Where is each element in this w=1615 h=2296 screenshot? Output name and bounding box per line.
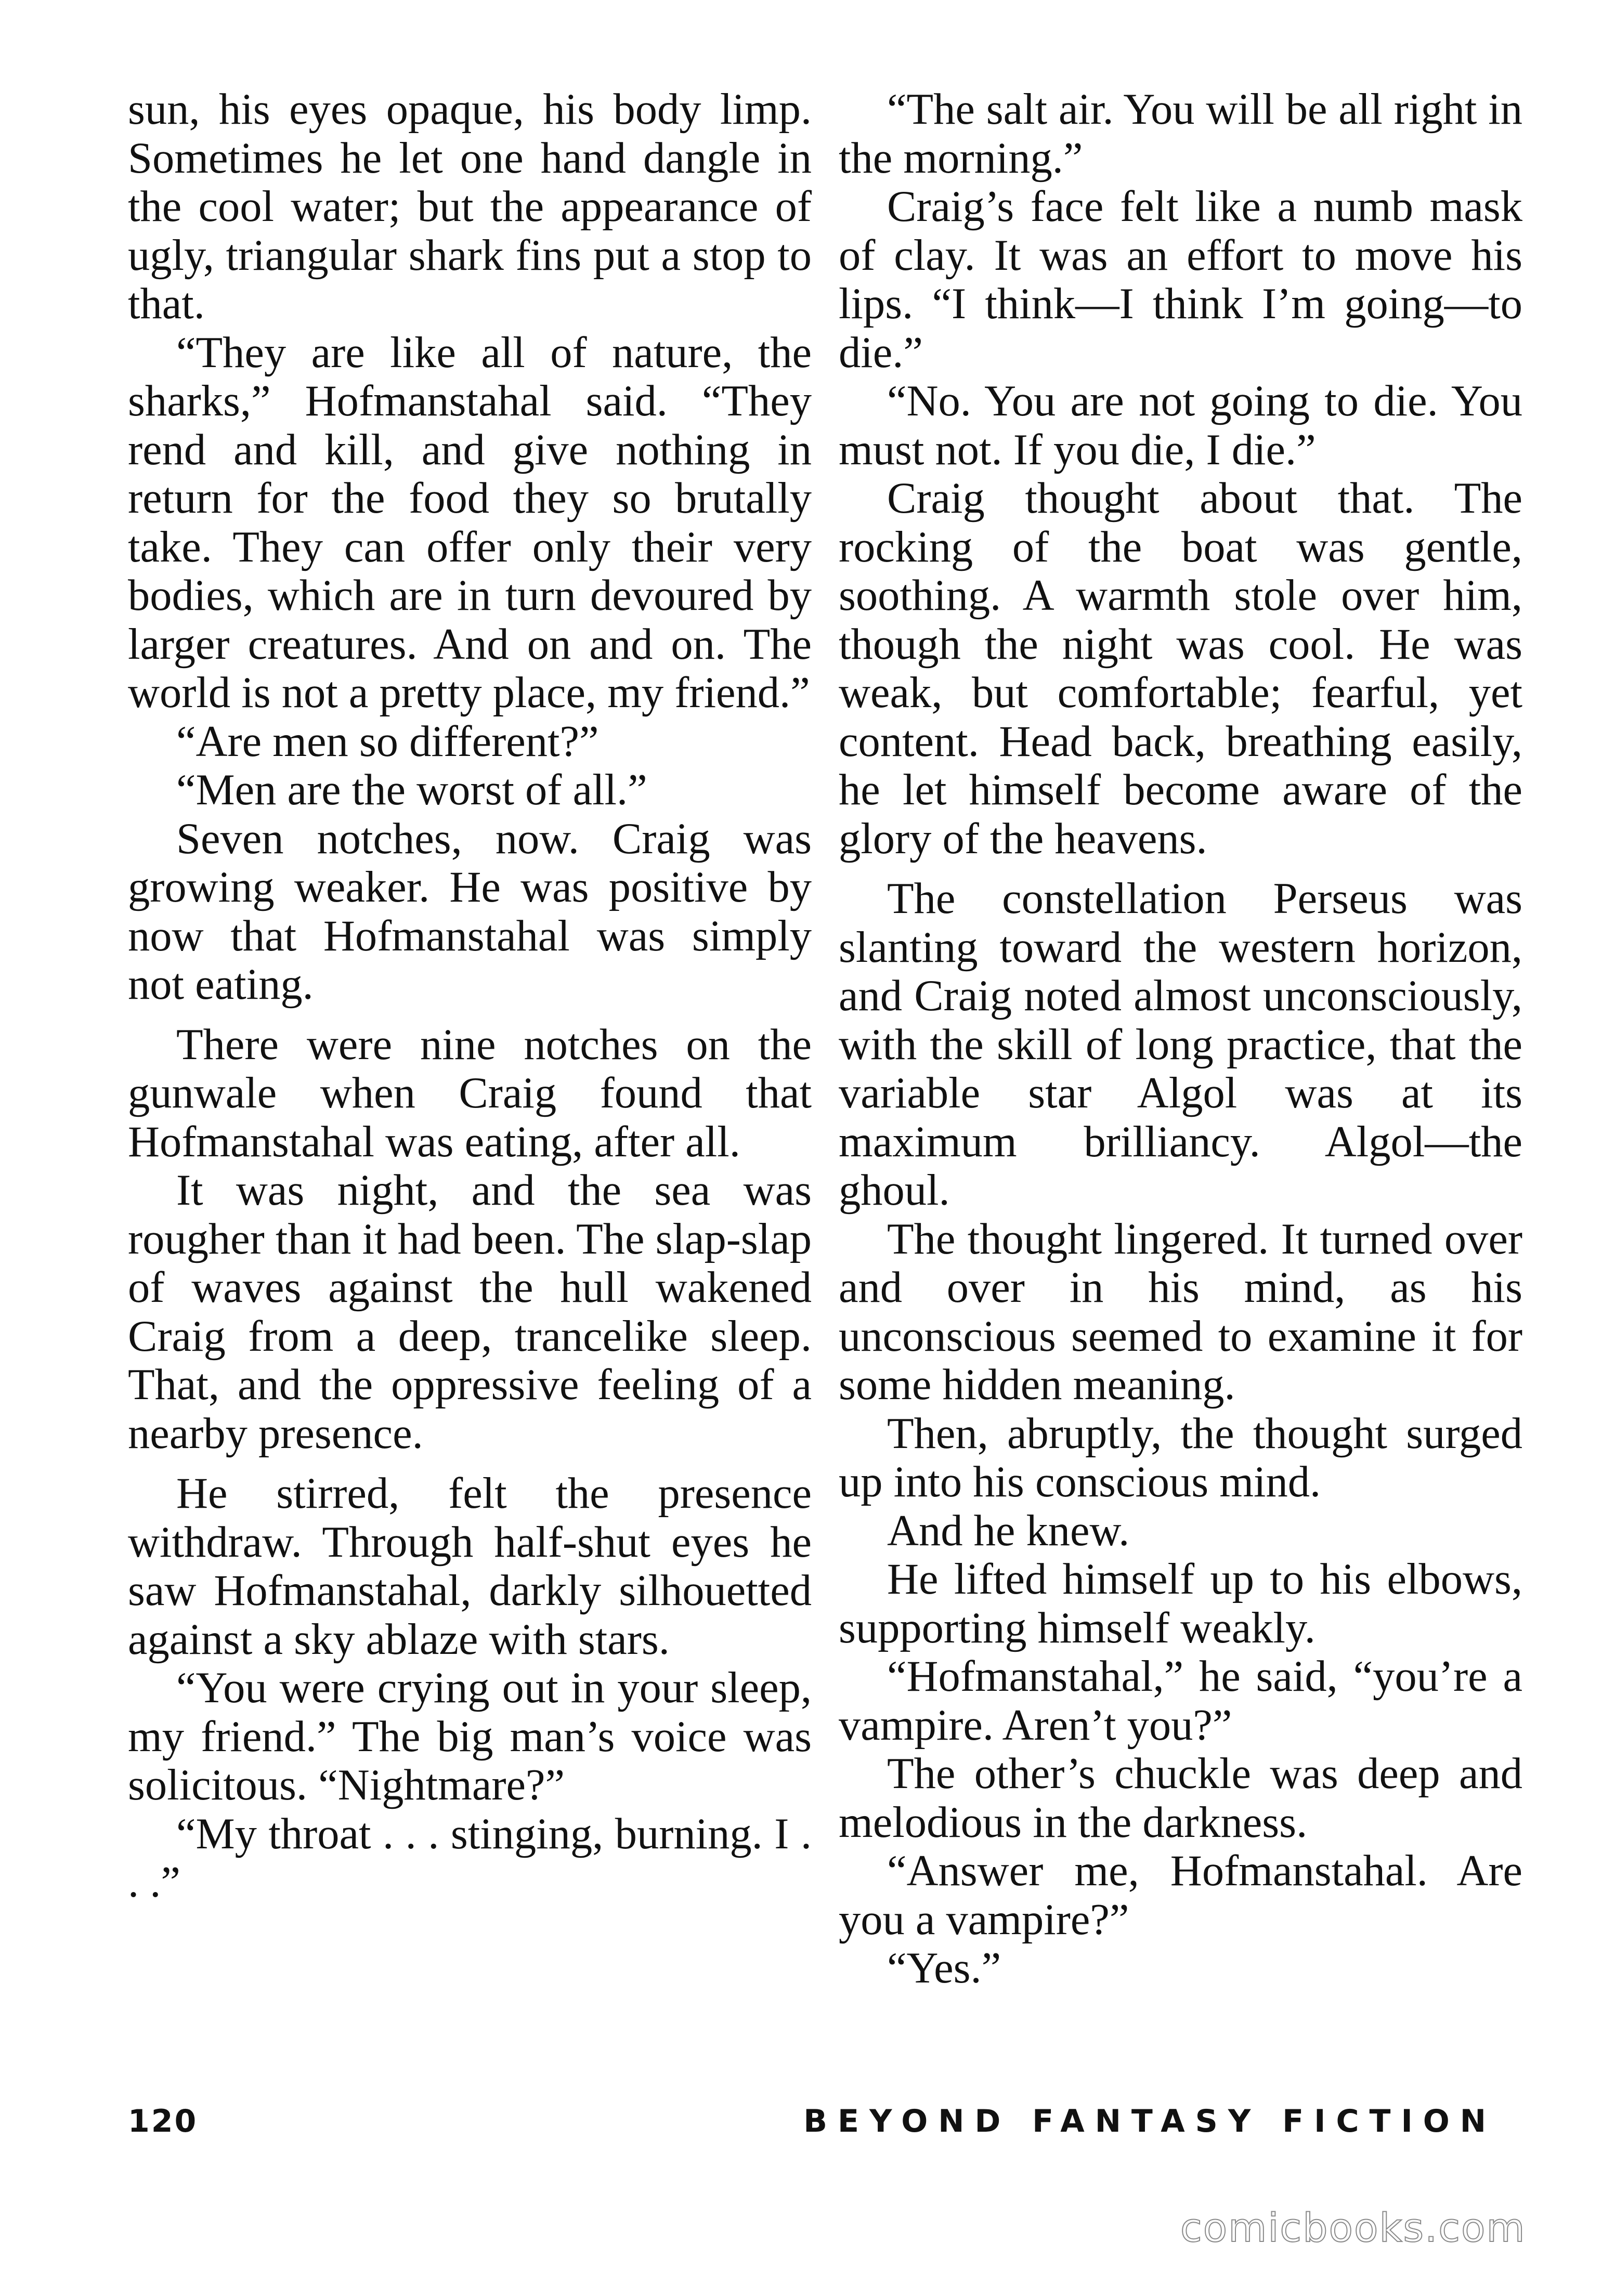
paragraph: “You were crying out in your sleep, my friend.” The big man’s voice was solicitous. “Nightmare?” xyxy=(128,1664,812,1809)
paragraph: He stirred, felt the presence withdraw. Through half-shut eyes he saw Hofmanstahal, darkly silhouetted against a sky ablaze with stars. xyxy=(128,1469,812,1664)
paragraph: “Yes.” xyxy=(887,1944,1001,1992)
right-text-column xyxy=(839,85,1522,1993)
paragraph: sun, his eyes opaque, his body limp. Sometimes he let one hand dangle in the cool water; but the appearance of ugly, triangular shark fins put a stop to that. xyxy=(128,85,812,328)
paragraph: The other’s chuckle was deep and melodious in the darkness. xyxy=(839,1750,1522,1847)
running-title: BEYOND FANTASY FICTION xyxy=(803,2103,1496,2140)
paragraph: “Answer me, Hofmanstahal. Are you a vampire?” xyxy=(839,1847,1522,1944)
paragraph: “Men are the worst of all.” xyxy=(176,766,647,814)
paragraph: Seven notches, now. Craig was growing weaker. He was positive by now that Hofmanstahal was simply not eating. xyxy=(128,814,812,1009)
paragraph: “They are like all of nature, the sharks,” Hofmanstahal said. “They rend and kill, and give nothing in return for the food they so brutally take. They can offer only their very bodies, which are in turn devoured by larger creatures. And on and on. The world is not a pretty place, my friend.” xyxy=(128,328,812,717)
left-text-column xyxy=(128,85,812,1907)
paragraph: It was night, and the sea was rougher than it had been. The slap-slap of waves against the hull wakened Craig from a deep, trancelike sleep. That, and the oppressive feeling of a nearby presence. xyxy=(128,1166,812,1458)
paragraph: “Are men so different?” xyxy=(176,717,599,766)
paragraph: The constellation Perseus was slanting toward the western horizon, and Craig noted almost unconsciously, with the skill of long practice, that the variable star Algol was at its maximum brilliancy. Algol—the ghoul. xyxy=(839,875,1522,1215)
paragraph: He lifted himself up to his elbows, supporting himself weakly. xyxy=(839,1555,1522,1652)
paragraph: Then, abruptly, the thought surged up into his conscious mind. xyxy=(839,1409,1522,1506)
page-number: 120 xyxy=(128,2103,198,2140)
paragraph: “No. You are not going to die. You must not. If you die, I die.” xyxy=(839,377,1522,474)
paragraph: “The salt air. You will be all right in the morning.” xyxy=(839,85,1522,182)
paragraph: Craig’s face felt like a numb mask of clay. It was an effort to move his lips. “I think—I think I’m going—to die.” xyxy=(839,182,1522,377)
paragraph: The thought lingered. It turned over and over in his mind, as his unconscious seemed to examine it for some hidden meaning. xyxy=(839,1215,1522,1409)
paragraph: “My throat . . . stinging, burning. I . . .” xyxy=(128,1809,812,1907)
watermark-text: comicbooks.com xyxy=(1180,2204,1526,2251)
paragraph: “Hofmanstahal,” he said, “you’re a vampire. Aren’t you?” xyxy=(839,1652,1522,1750)
paragraph: And he knew. xyxy=(887,1506,1130,1555)
paragraph: There were nine notches on the gunwale when Craig found that Hofmanstahal was eating, after all. xyxy=(128,1020,812,1166)
paragraph: Craig thought about that. The rocking of the boat was gentle, soothing. A warmth stole over him, though the night was cool. He was weak, but comfortable; fearful, yet content. Head back, breathing easily, he let himself become aware of the glory of the heavens. xyxy=(839,474,1522,863)
